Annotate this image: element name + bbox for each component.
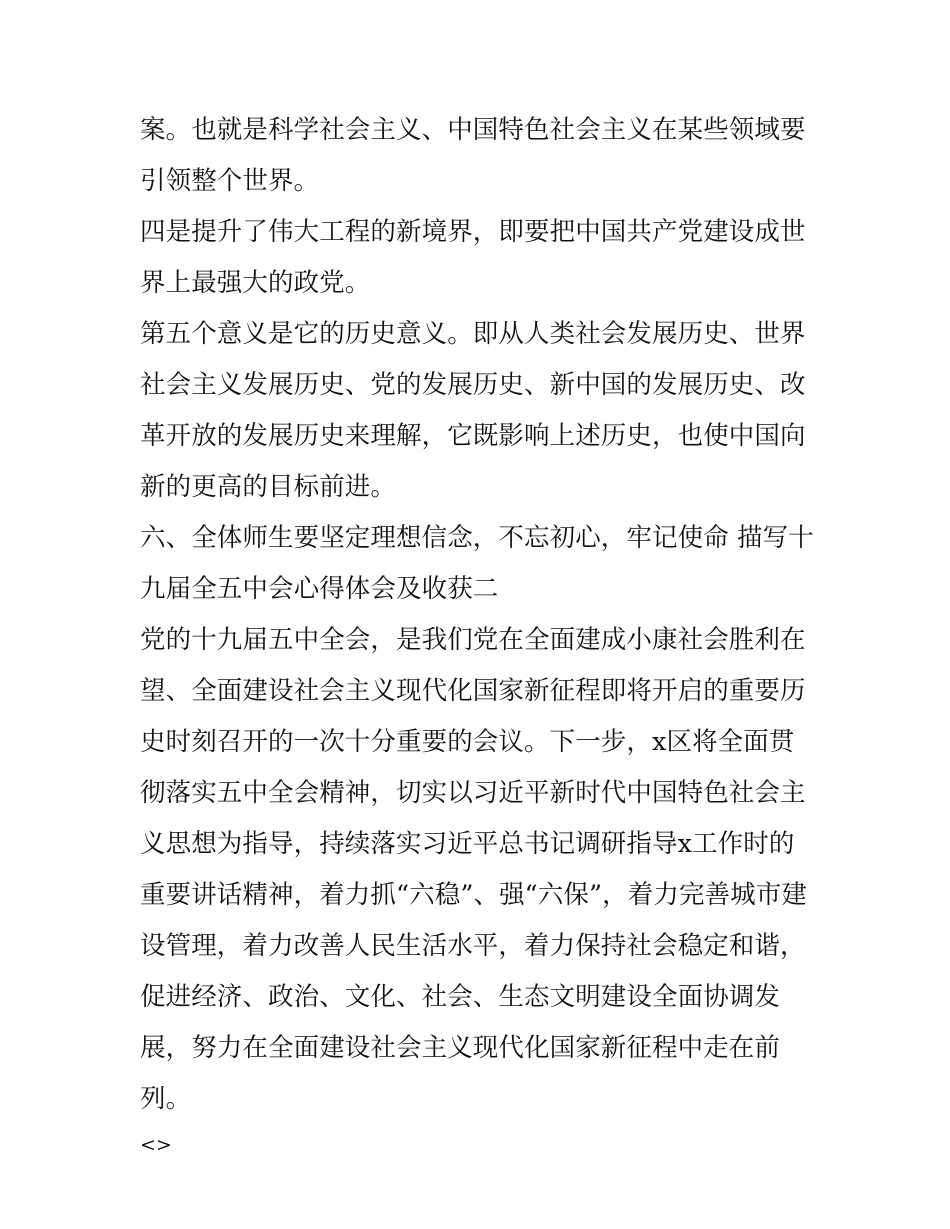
paragraph-conclusion: 案。也就是科学社会主义、中国特色社会主义在某些领域要引领整个世界。: [140, 115, 806, 196]
paragraph-historical-significance: 第五个意义是它的历史意义。即从人类社会发展历史、世界社会主义发展历史、党的发展历史、新中国的发展历史、改革开放的发展历史来理解，它既影响上述历史，也使中国向新的更高的目标前进。: [140, 319, 806, 502]
section-heading: 六、全体师生要坚定理想信念，不忘初心，牢记使命 描写十九届全五中会心得体会及收获二: [140, 523, 814, 604]
document-body: [140, 105, 820, 1165]
end-marker: <>: [140, 1134, 172, 1156]
paragraph-point-four: 四是提升了伟大工程的新境界，即要把中国共产党建设成世界上最强大的政党。: [140, 217, 806, 298]
paragraph-plenary-session: 党的十九届五中全会，是我们党在全面建成小康社会胜利在望、全面建设社会主义现代化国家新征程即将开启的重要历史时刻召开的一次十分重要的会议。下一步，x区将全面贯彻落实五中全会精神，切实以习近平新时代中国特色社会主义思想为指导，持续落实习近平总书记调研指导x工作时的重要讲话精神，着力抓“六稳”、强“六保”，着力完善城市建设管理，着力改善人民生活水平，着力保持社会稳定和谐，促进经济、政治、文化、社会、生态文明建设全面协调发展，努力在全面建设社会主义现代化国家新征程中走在前列。: [140, 625, 807, 1114]
